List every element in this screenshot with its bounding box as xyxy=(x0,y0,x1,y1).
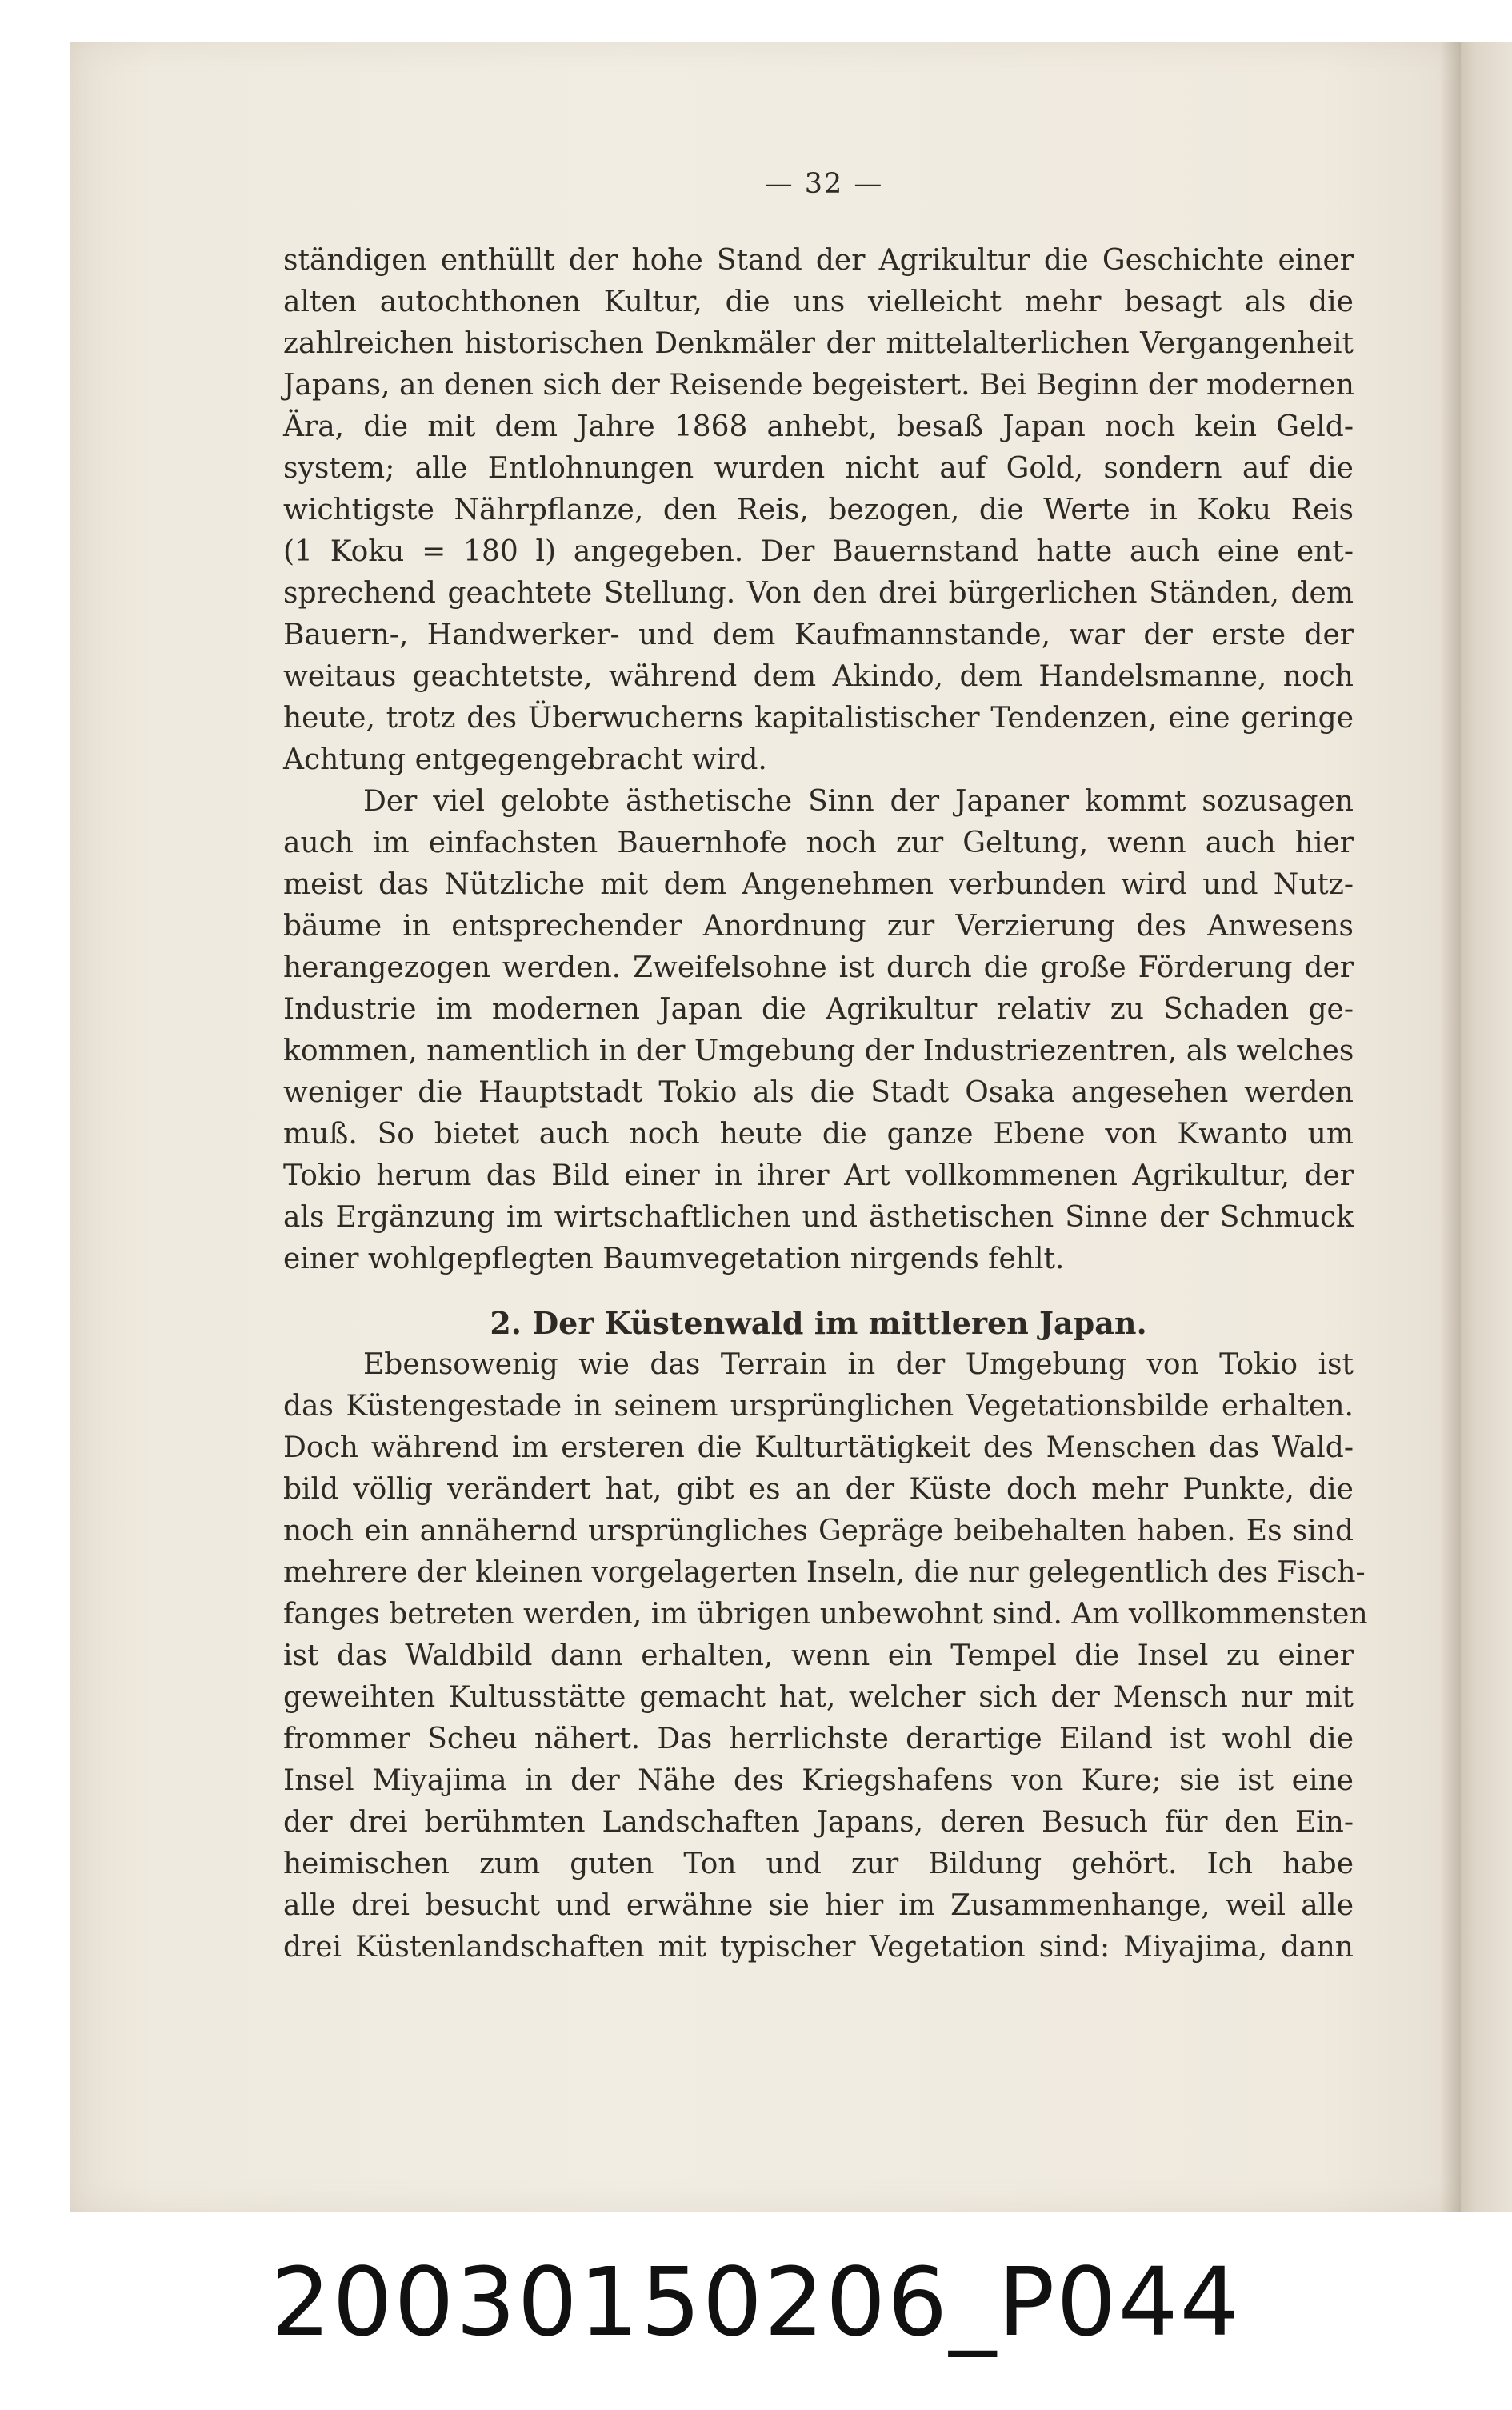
paragraph-3 xyxy=(283,1344,1368,1968)
text-line: Tokio herum das Bild einer in ihrer Art vollkommenen Agrikultur, der xyxy=(283,1159,1354,1192)
text-line: fanges betreten werden, im übrigen unbewohnt sind. Am vollkommensten xyxy=(283,1598,1368,1631)
text-line: Ebensowenig wie das Terrain in der Umgebung von Tokio ist xyxy=(363,1348,1354,1381)
text-line: alle drei besucht und erwähne sie hier im Zusammenhange, weil alle xyxy=(283,1889,1354,1922)
text-line: Ära, die mit dem Jahre 1868 anhebt, besaß Japan noch kein Geld- xyxy=(283,410,1354,443)
text-line: ist das Waldbild dann erhalten, wenn ein Tempel die Insel zu einer xyxy=(283,1639,1354,1672)
text-line: noch ein annähernd ursprüngliches Gepräge beibehalten haben. Es sind xyxy=(283,1515,1354,1547)
text-line: weitaus geachtetste, während dem Akindo, dem Handelsmanne, noch xyxy=(283,660,1354,693)
text-line: mehrere der kleinen vorgelagerten Inseln, die nur gelegentlich des Fisch- xyxy=(283,1556,1366,1589)
text-line: Insel Miyajima in der Nähe des Kriegshafens von Kure; sie ist eine xyxy=(283,1764,1354,1797)
paragraph-1 xyxy=(283,240,1354,781)
text-line: einer wohlgepflegten Baumvegetation nirgends fehlt. xyxy=(283,1243,1065,1275)
text-line: auch im einfachsten Bauernhofe noch zur Geltung, wenn auch hier xyxy=(283,827,1354,859)
text-line: der drei berühmten Landschaften Japans, deren Besuch für den Ein- xyxy=(283,1806,1354,1839)
text-line: ständigen enthüllt der hohe Stand der Agrikultur die Geschichte einer xyxy=(283,244,1354,277)
text-line: herangezogen werden. Zweifelsohne ist durch die große Förderung der xyxy=(283,951,1354,984)
text-line: muß. So bietet auch noch heute die ganze Ebene von Kwanto um xyxy=(283,1118,1354,1151)
text-line: weniger die Hauptstadt Tokio als die Stadt Osaka angesehen werden xyxy=(283,1076,1354,1109)
text-line: (1 Koku = 180 l) angegeben. Der Bauernstand hatte auch eine ent- xyxy=(283,535,1354,568)
text-line: geweihten Kultusstätte gemacht hat, welcher sich der Mensch nur mit xyxy=(283,1681,1354,1714)
text-line: als Ergänzung im wirtschaftlichen und ästhetischen Sinne der Schmuck xyxy=(283,1201,1354,1234)
text-line: Industrie im modernen Japan die Agrikultur relativ zu Schaden ge- xyxy=(283,993,1354,1026)
text-line: bild völlig verändert hat, gibt es an der Küste doch mehr Punkte, die xyxy=(283,1473,1354,1506)
text-line: frommer Scheu nähert. Das herrlichste derartige Eiland ist wohl die xyxy=(283,1723,1354,1755)
text-line: heimischen zum guten Ton und zur Bildung gehört. Ich habe xyxy=(283,1848,1354,1880)
page-number: — 32 — xyxy=(764,168,884,200)
body-text xyxy=(283,240,1368,1968)
text-line: Achtung entgegengebracht wird. xyxy=(283,743,767,776)
text-line: Doch während im ersteren die Kulturtätigkeit des Menschen das Wald- xyxy=(283,1431,1354,1464)
text-line: sprechend geachtete Stellung. Von den drei bürgerlichen Ständen, dem xyxy=(283,577,1354,610)
text-line: kommen, namentlich in der Umgebung der Industriezentren, als welches xyxy=(283,1035,1354,1067)
text-line: bäume in entsprechender Anordnung zur Verzierung des Anwesens xyxy=(283,910,1354,943)
text-line: wichtigste Nährpflanze, den Reis, bezogen, die Werte in Koku Reis xyxy=(283,494,1354,526)
paragraph-2 xyxy=(283,781,1354,1280)
text-line: das Küstengestade in seinem ursprünglichen Vegetationsbilde erhalten. xyxy=(283,1390,1354,1423)
text-line: alten autochthonen Kultur, die uns vielleicht mehr besagt als die xyxy=(283,286,1354,318)
text-line: Der viel gelobte ästhetische Sinn der Japaner kommt sozusagen xyxy=(363,785,1354,818)
text-line: zahlreichen historischen Denkmäler der mittelalterlichen Vergangenheit xyxy=(283,327,1354,360)
text-line: system; alle Entlohnungen wurden nicht auf Gold, sondern auf die xyxy=(283,452,1354,485)
archive-id-caption: 20030150206_P044 xyxy=(270,2247,1242,2357)
text-line: Japans, an denen sich der Reisende begeistert. Bei Beginn der modernen xyxy=(283,369,1354,402)
text-line: meist das Nützliche mit dem Angenehmen verbunden wird und Nutz- xyxy=(283,868,1354,901)
next-page-edge xyxy=(1461,42,1512,2212)
text-line: heute, trotz des Überwucherns kapitalistischer Tendenzen, eine geringe xyxy=(283,702,1354,735)
section-heading: 2. Der Küstenwald im mittleren Japan. xyxy=(490,1305,1147,1341)
text-line: Bauern-, Handwerker- und dem Kaufmannstande, war der erste der xyxy=(283,619,1354,651)
text-line: drei Küstenlandschaften mit typischer Vegetation sind: Miyajima, dann xyxy=(283,1931,1354,1964)
